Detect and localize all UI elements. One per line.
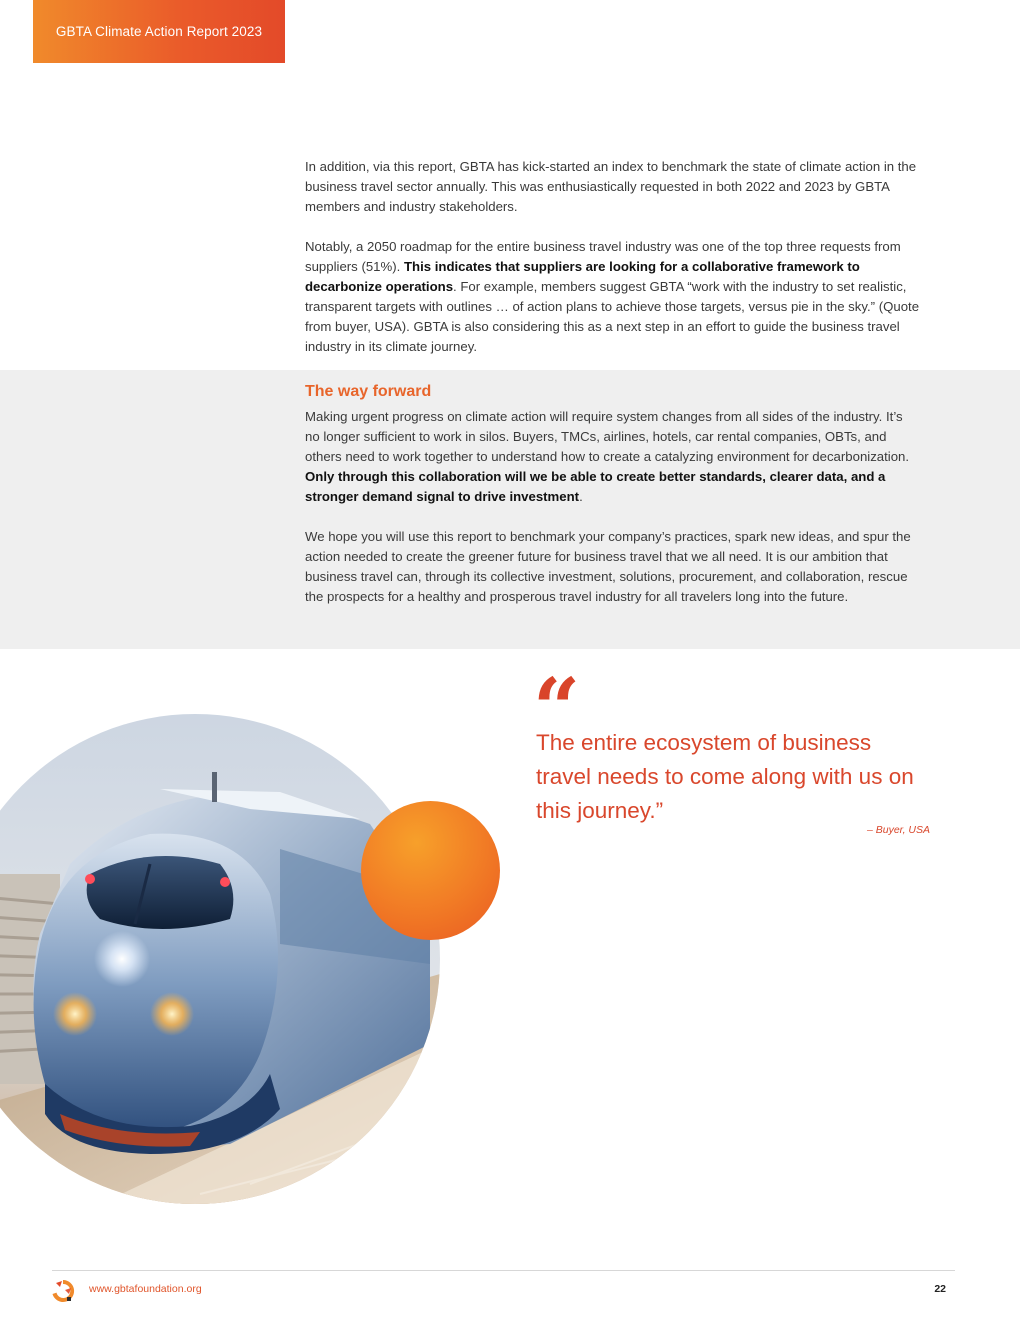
section-heading: The way forward	[305, 383, 432, 400]
way-forward-paragraph-1-start: Making urgent progress on climate action will require system changes from all sides of the industry. It’s no longer sufficient to work in silos. Buyers, TMCs, airlines, hotels, car rental companies, OBTs, and others need to work together to understand how to create a catalyzing environment for decarbonization.	[305, 409, 910, 464]
quote-mark-icon: “	[533, 661, 581, 757]
train-photo	[0, 714, 440, 1204]
way-forward-paragraph-2-text: We hope you will use this report to benchmark your company’s practices, spark new ideas, and spur the action needed to create the greener future for business travel that we all need. It is our ambition that business travel can, through its collective investment, solutions, procurement, and collaboration, rescue the prospects for a healthy and prosperous travel industry for all travelers long into the future.	[305, 529, 911, 604]
intro-paragraph-2	[305, 237, 920, 357]
report-title: GBTA Climate Action Report 2023	[55, 24, 263, 39]
intro-paragraph-1	[305, 157, 920, 217]
way-forward-paragraph-1-bold: Only through this collaboration will we be able to create better standards, clearer data, and a stronger demand signal to drive investment	[305, 469, 886, 504]
decorative-orange-circle	[361, 801, 500, 940]
intro-paragraph-2-start: Notably, a 2050 roadmap for the entire business travel industry was one of the top three requests from suppliers (51%).	[305, 239, 901, 274]
gbta-foundation-logo-icon	[51, 1279, 75, 1303]
high-speed-train-illustration	[0, 714, 440, 1204]
pull-quote-text: The entire ecosystem of business travel needs to come along with us on this journey.”	[536, 730, 914, 823]
way-forward-paragraph-1-end: .	[579, 489, 583, 504]
intro-paragraph-2-bold: This indicates that suppliers are looking for a collaborative framework to decarbonize operations	[305, 259, 860, 294]
footer-website-link[interactable]: www.gbtafoundation.org	[89, 1283, 202, 1295]
way-forward-paragraph-1	[305, 407, 920, 507]
footer-divider	[52, 1270, 955, 1271]
way-forward-paragraph-2	[305, 527, 920, 607]
report-title-tab	[33, 0, 285, 63]
page-number: 22	[934, 1283, 946, 1295]
intro-paragraph-1-text: In addition, via this report, GBTA has kick-started an index to benchmark the state of climate action in the business travel sector annually. This was enthusiastically requested in both 2022 and 2023 by GBTA members and industry stakeholders.	[305, 159, 917, 214]
intro-paragraph-2-end: . For example, members suggest GBTA “work with the industry to set realistic, transparent targets with outlines … of action plans to achieve those targets, versus pie in the sky.” (Quote from buyer, USA). GBTA is also considering this as a next step in an effort to guide the business travel industry in its climate journey.	[305, 279, 920, 354]
pull-quote-attribution: – Buyer, USA	[866, 824, 930, 836]
